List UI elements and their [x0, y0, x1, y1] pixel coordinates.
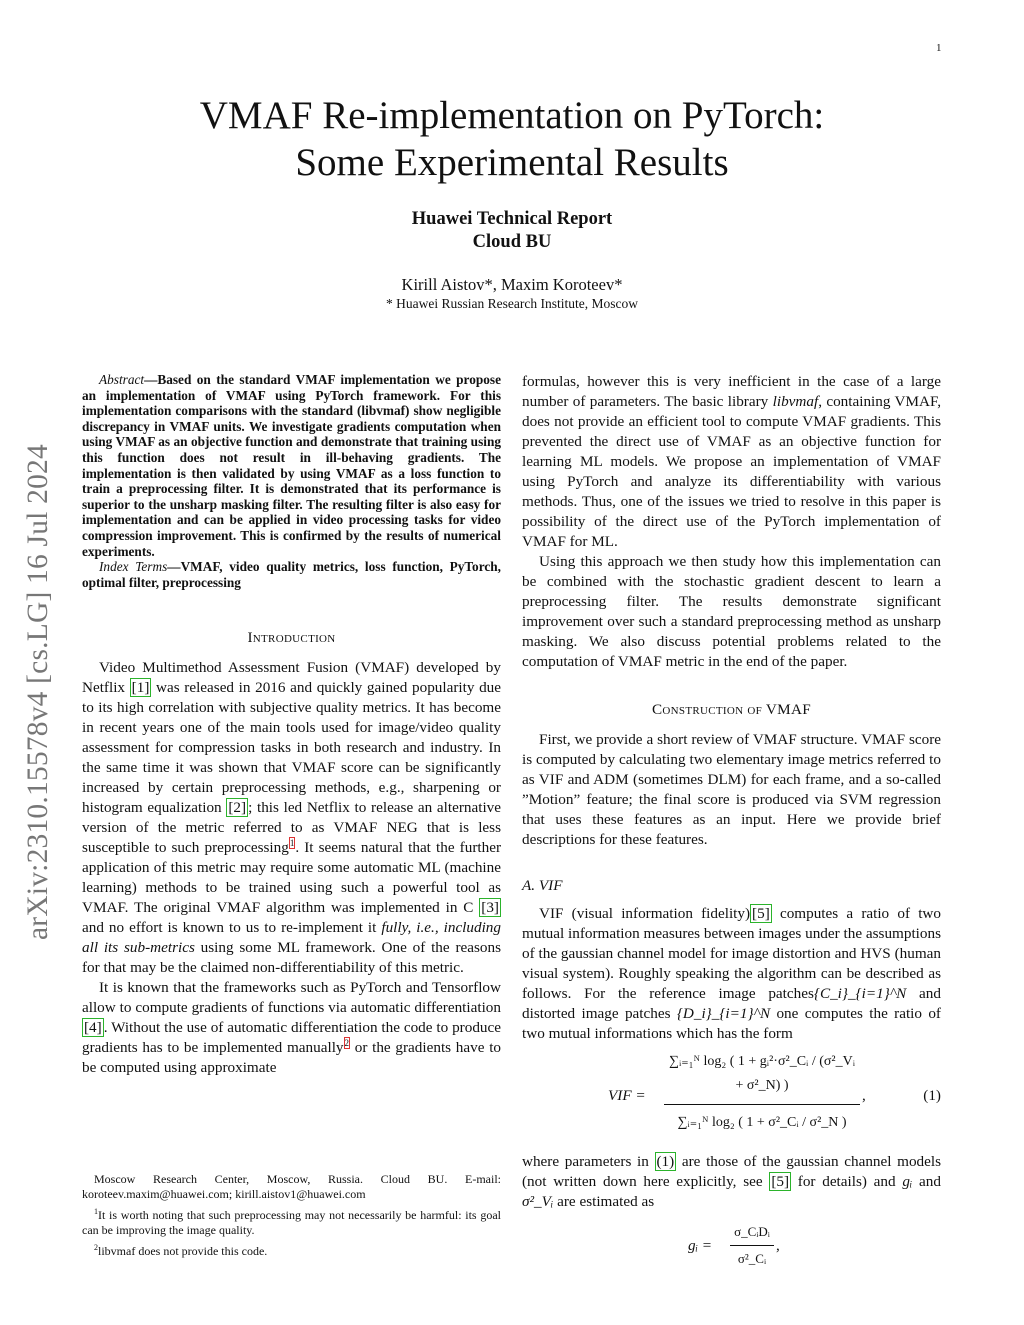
- fraction-bar: [664, 1104, 860, 1105]
- footnote-2-mark: 2: [94, 1243, 98, 1253]
- footnote-1: [82, 1205, 501, 1237]
- index-terms-label: Index Terms: [99, 559, 168, 575]
- math-sigma-v: σ²_Vᵢ: [522, 1193, 554, 1210]
- equation-2-lhs: gᵢ =: [688, 1237, 713, 1254]
- abstract-text: —Based on the standard VMAF implementation we propose an implementation of VMAF using PyTorch framework. For this implementation comparisons with the standard (libvmaf) show negligible discrepancy in VMAF units. We investigate gradients computation when using VMAF as an objective function and demonstrate that training using this function does not result in ill-behaving gradients. The implementation is then validated by using VMAF as a loss function to train a preprocessing filter. It is demonstrated that its performance is superior to the unsharp masking filter. The resulting filter is also easy for implementation and can be applied in video processing tasks for video compression improvement. This is confirmed by the results of numerical experiments.: [82, 372, 501, 559]
- equation-numerator: ∑ᵢ₌₁ᴺ log₂ ( 1 + gᵢ²·σ²_Cᵢ / (σ²_Vᵢ + σ²_N) ): [668, 1054, 856, 1093]
- equation-1: [522, 1050, 941, 1146]
- citation-link[interactable]: [4]: [84, 1019, 102, 1037]
- text-run: and distorted image patches: [522, 985, 941, 1022]
- footnotes: [82, 1172, 501, 1263]
- page-number: 1: [936, 42, 942, 54]
- citation-link[interactable]: [5]: [771, 1173, 790, 1190]
- title-line-2: Some Experimental Results: [295, 141, 729, 184]
- where-paragraph: [522, 1152, 941, 1212]
- footnote-1-mark: 1: [94, 1207, 98, 1217]
- text-run: are those of the gaussian channel models (not written down here explicitly, see: [522, 1153, 942, 1190]
- text-run: where parameters in: [522, 1153, 655, 1170]
- equation-ref-link[interactable]: (1): [656, 1153, 675, 1170]
- authors: Kirill Aistov*, Maxim Koroteev*: [401, 275, 623, 294]
- footnote-2-text: libvmaf does not provide this code.: [98, 1244, 268, 1259]
- title-line-1: VMAF Re-implementation on PyTorch:: [199, 94, 825, 137]
- text-run: . Without the use of automatic differentiation the code to produce gradients has to be implemented manually: [82, 1019, 501, 1057]
- fraction-bar: [730, 1245, 774, 1246]
- equation-comma: ,: [862, 1087, 866, 1104]
- report-label: [0, 208, 1024, 254]
- intro-heading: Introduction: [247, 629, 336, 647]
- equation-2-fraction: [730, 1222, 774, 1269]
- text-run: . It seems natural that the further application of this metric may require some automatic ML (machine learning) methods to be trained using such a powerful tool as VMAF. The original VMAF algorithm was implemented in C: [82, 839, 501, 917]
- equation-2: [522, 1222, 941, 1274]
- index-terms: [82, 559, 501, 590]
- right-paragraph-1: [522, 372, 941, 552]
- index-terms-text: —VMAF, video quality metrics, loss function, PyTorch, optimal filter, preprocessing: [82, 559, 501, 590]
- equation-number: (1): [923, 1087, 941, 1104]
- text-run: VIF (visual information fidelity): [539, 905, 751, 922]
- equation-2-comma: ,: [776, 1237, 780, 1254]
- intro-paragraph-1: [82, 658, 501, 978]
- text-run: Video Multimethod Assessment Fusion (VMAF) developed by Netflix: [82, 659, 501, 697]
- abstract: [82, 372, 501, 559]
- citation-link[interactable]: [1]: [131, 679, 150, 697]
- math-set-c: {C_i}_{i=1}^N: [813, 985, 907, 1002]
- title-block: [0, 92, 1024, 312]
- text-run: ; this led Netflix to release an alternative version of the metric referred to as VMAF NEG that is less susceptible to such preprocessing: [82, 799, 501, 857]
- footnote-link[interactable]: 1: [289, 838, 295, 849]
- left-column: [82, 372, 501, 1078]
- text-run: for details) and: [791, 1173, 903, 1190]
- footnote-link[interactable]: 2: [344, 1038, 350, 1049]
- vif-heading: A. VIF: [522, 877, 563, 894]
- text-run: using some ML framework. One of the reasons for that may be the claimed non-differentiability of this metric.: [82, 939, 502, 977]
- report-line-1: Huawei Technical Report: [411, 209, 613, 229]
- right-paragraph-2: Using this approach we then study how this implementation can be combined with the stochastic gradient descent to learn a preprocessing filter. The results demonstrate significant improvement over such a standard preprocessing method as unsharp masking. We also discuss potential problems related to the computation of VMAF metric in the end of the paper.: [522, 553, 941, 670]
- abstract-label: Abstract: [99, 372, 145, 387]
- emphasis: libvmaf: [772, 393, 819, 410]
- text-run: or the gradients have to be computed using approximate: [82, 1039, 502, 1077]
- citation-link[interactable]: [2]: [228, 799, 247, 817]
- footnote-1-text: It is worth noting that such preprocessing may not necessarily be harmful: its goal can be improving the image quality.: [82, 1208, 501, 1237]
- intro-paragraph-2: [82, 978, 501, 1078]
- equation-2-numerator: σ_CᵢDᵢ: [734, 1224, 770, 1239]
- equation-2-denominator: σ²_Cᵢ: [737, 1251, 767, 1266]
- citation-link[interactable]: [3]: [481, 899, 499, 917]
- affiliation-note: Moscow Research Center, Moscow, Russia. Cloud BU. E-mail: koroteev.maxim@huawei.com; kirill.aistov1@huawei.com: [82, 1172, 501, 1201]
- citation-link[interactable]: [5]: [752, 905, 770, 922]
- text-run: one computes the ratio of two mutual informations which has the form: [522, 1005, 941, 1042]
- text-run: formulas, however this is very inefficient in the case of a large number of parameters. The basic library: [522, 373, 941, 410]
- text-run: are estimated as: [553, 1193, 655, 1210]
- math-g-i: gᵢ: [902, 1173, 913, 1190]
- footnote-2: [82, 1241, 501, 1259]
- text-run: It is known that the frameworks such as PyTorch and Tensorflow allow to compute gradients of functions via automatic differentiation: [82, 979, 501, 1017]
- equation-fraction: [664, 1050, 860, 1135]
- arxiv-stamp[interactable]: arXiv:2310.15578v4 [cs.LG] 16 Jul 2024: [22, 444, 54, 940]
- vif-paragraph: [522, 904, 941, 1044]
- construction-heading: Construction of VMAF: [651, 701, 811, 718]
- paper-title: [0, 92, 1024, 186]
- equation-denominator: ∑ᵢ₌₁ᴺ log₂ ( 1 + σ²_Cᵢ / σ²_N ): [677, 1115, 847, 1130]
- equation-lhs: VIF =: [608, 1087, 646, 1104]
- text-run: and no effort is known to us to re-implement it: [82, 919, 382, 937]
- text-run: and: [912, 1173, 941, 1190]
- math-set-d: {D_i}_{i=1}^N: [676, 1005, 771, 1022]
- text-run: was released in 2016 and quickly gained popularity due to its high correlation with subjective quality metrics. It has become in recent years one of the main tools used for image/video quality assessment for compression tasks in both research and industry. In the same time it was shown that VMAF score can be significantly increased by certain preprocessing methods, e.g., sharpening or histogram equalization: [82, 679, 502, 817]
- text-run: , containing VMAF, does not provide an efficient tool to compute VMAF gradients. This prevented the direct use of VMAF as an objective function for learning ML models. We propose an implementation of VMAF using PyTorch and analyze its differentiability with various methods. Thus, one of the issues we tried to resolve in this paper is possibility of the direct use of the PyTorch implementation of VMAF for ML.: [522, 393, 941, 550]
- construction-paragraph: First, we provide a short review of VMAF structure. VMAF score is computed by calculating two elementary image metrics referred to as VIF and ADM (sometimes DLM) for each frame, and a so-called ”Motion” feature; the final score is produced via SVM regression that uses these features as an input. Here we provide brief descriptions for these features.: [522, 731, 941, 848]
- text-run: computes a ratio of two mutual information measures between images under the assumptions of the gaussian channel model for image distortion and HVS (human visual system). Roughly speaking the algorithm can be described as follows. For the reference image patches: [522, 905, 941, 1002]
- affiliation: * Huawei Russian Research Institute, Moscow: [386, 296, 638, 311]
- right-column: [522, 372, 941, 1274]
- report-line-2: Cloud BU: [472, 232, 552, 252]
- emphasis: fully, i.e., including all its sub-metrics: [82, 919, 501, 957]
